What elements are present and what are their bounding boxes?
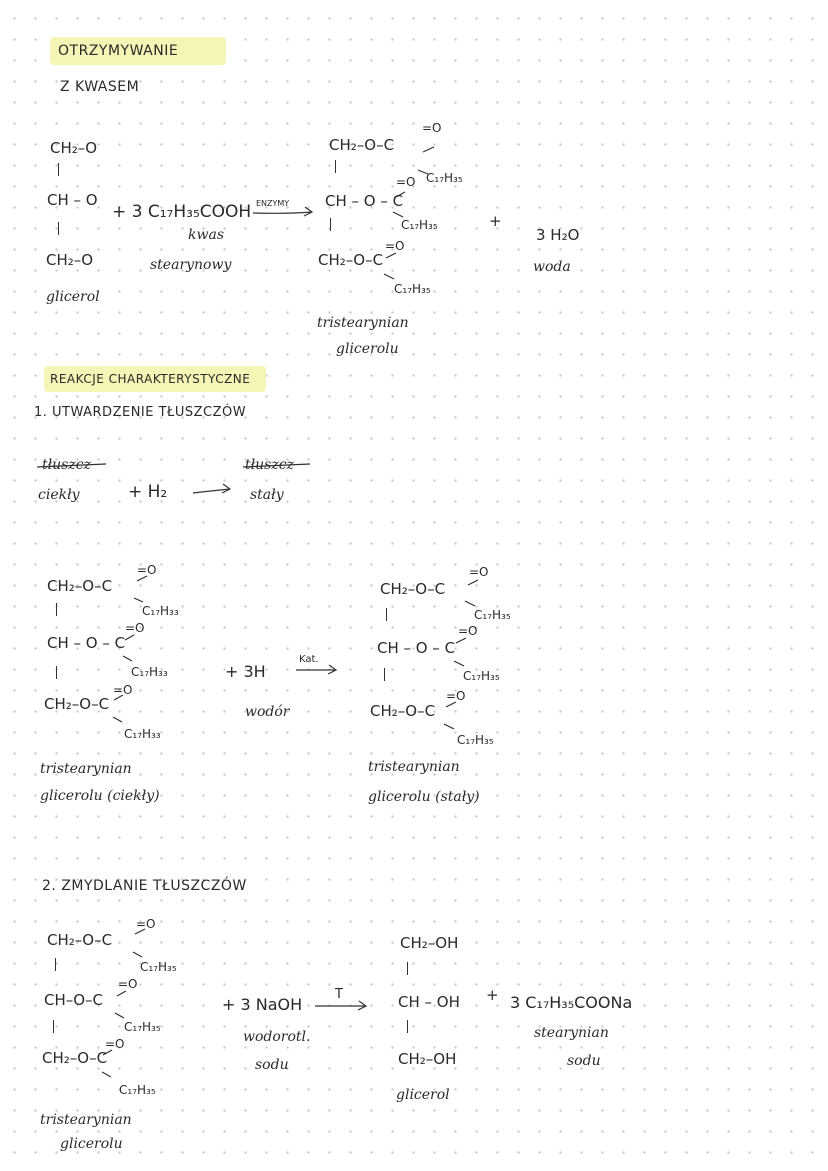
synthesis-catalyst: ENZYMY	[256, 199, 290, 208]
page-title: OTRZYMYWANIE	[58, 43, 179, 59]
bond-line	[330, 218, 331, 231]
solid-chain-3: C₁₇H₃₅	[457, 733, 494, 747]
sap-condition: T	[335, 987, 343, 1002]
glycerol-row-2: CH – O	[47, 191, 98, 209]
sap-fat-row-2: CH–O–C	[44, 991, 104, 1009]
liquid-chain-2: C₁₇H₃₃	[131, 665, 168, 679]
bond-line	[58, 222, 59, 235]
solid-fat-row-2: CH – O – C	[377, 639, 456, 657]
bond-line	[335, 160, 336, 173]
solid-fat-row-3: CH₂–O–C	[370, 702, 436, 720]
saponification-title: 2. ZMYDLANIE TŁUSZCZÓW	[42, 878, 247, 894]
sap-chain-2: C₁₇H₃₅	[124, 1020, 161, 1034]
product-row-3: CH₂–O–C	[318, 251, 384, 269]
carbonyl: =O	[136, 917, 156, 931]
product-row-2: CH – O – C	[325, 192, 404, 210]
bond-line	[386, 608, 387, 621]
carbonyl: =O	[137, 563, 157, 577]
product-chain-2: C₁₇H₃₅	[401, 218, 438, 232]
product-chain-1: C₁₇H₃₅	[426, 171, 463, 185]
sap-fat-row-3: CH₂–O–C	[42, 1049, 108, 1067]
solid-fat-1: tłuszcz	[245, 457, 294, 473]
glycerol-name: glicerol	[46, 289, 100, 305]
hardening-catalyst: Kat.	[299, 654, 319, 665]
carbonyl: =O	[105, 1037, 125, 1051]
reagent-name-2: stearynowy	[150, 257, 232, 273]
synthesis-reagent: + 3 C₁₇H₃₅COOH	[112, 202, 252, 222]
hardening-title: 1. UTWARDZENIE TŁUSZCZÓW	[34, 405, 247, 420]
naoh-name-2: sodu	[255, 1057, 289, 1073]
bond-line	[53, 1020, 54, 1033]
sap-chain-3: C₁₇H₃₅	[119, 1083, 156, 1097]
water-name: woda	[533, 259, 571, 275]
liquid-fat-name-2: glicerolu (ciekły)	[40, 788, 160, 804]
bond-line	[56, 666, 57, 679]
bond-line	[55, 958, 56, 971]
liquid-chain-3: C₁₇H₃₃	[124, 727, 161, 741]
soap-formula: 3 C₁₇H₃₅COONa	[510, 993, 633, 1012]
synthesis-arrow	[253, 207, 312, 216]
product-chain-3: C₁₇H₃₅	[394, 282, 431, 296]
bond-line	[407, 962, 408, 975]
sap-chain-1: C₁₇H₃₅	[140, 960, 177, 974]
synthesis-plus: +	[489, 212, 502, 230]
carbonyl: =O	[118, 977, 138, 991]
saponification-arrow	[315, 1001, 366, 1010]
soap-name-2: sodu	[567, 1053, 601, 1069]
sap-glycerol-row-3: CH₂–OH	[398, 1050, 457, 1068]
glycerol-row-1: CH₂–O	[50, 139, 98, 157]
sap-fat-name-1: tristearynian	[40, 1112, 132, 1128]
liquid-fat-row-2: CH – O – C	[47, 634, 126, 652]
liquid-fat-2: ciekły	[38, 487, 80, 503]
product-name-2: glicerolu	[336, 341, 399, 357]
water-formula: 3 H₂O	[536, 226, 580, 244]
sap-glycerol-row-1: CH₂–OH	[400, 934, 459, 952]
liquid-fat-row-3: CH₂–O–C	[44, 695, 110, 713]
carbonyl: =O	[446, 689, 466, 703]
hardening-arrow-1	[193, 484, 230, 493]
page-subtitle: Z KWASEM	[60, 79, 140, 95]
bond-line	[407, 1020, 408, 1033]
section-title: REAKCJE CHARAKTERYSTYCZNE	[50, 372, 251, 386]
carbonyl: =O	[458, 624, 478, 638]
hydrogen-name: wodór	[245, 704, 290, 720]
sap-glycerol-name: glicerol	[396, 1087, 450, 1103]
solid-fat-name-1: tristearynian	[368, 759, 460, 775]
reagent-name-1: kwas	[188, 227, 224, 243]
carbonyl: =O	[113, 683, 133, 697]
plus-h2: + H₂	[128, 482, 168, 502]
solid-chain-1: C₁₇H₃₅	[474, 608, 511, 622]
hardening-arrow-2	[296, 665, 336, 674]
hardening-reagent: + 3H	[225, 662, 266, 681]
solid-chain-2: C₁₇H₃₅	[463, 669, 500, 683]
carbonyl: =O	[125, 621, 145, 635]
sap-plus: +	[486, 986, 499, 1004]
carbonyl: =O	[396, 175, 416, 189]
product-name-1: tristearynian	[317, 315, 409, 331]
solid-fat-row-1: CH₂–O–C	[380, 580, 446, 598]
carbonyl: =O	[422, 121, 442, 135]
sap-fat-name-2: glicerolu	[60, 1136, 123, 1152]
solid-fat-name-2: glicerolu (stały)	[368, 789, 480, 805]
naoh-name-1: wodorotl.	[243, 1029, 311, 1045]
carbonyl: =O	[385, 239, 405, 253]
solid-fat-2: stały	[250, 487, 284, 503]
liquid-chain-1: C₁₇H₃₃	[142, 604, 179, 618]
liquid-fat-row-1: CH₂–O–C	[47, 577, 113, 595]
bond-line	[56, 603, 57, 616]
bond-line	[58, 163, 59, 176]
soap-name-1: stearynian	[534, 1025, 609, 1041]
bond-line	[384, 668, 385, 681]
liquid-fat-name-1: tristearynian	[40, 761, 132, 777]
sap-glycerol-row-2: CH – OH	[398, 993, 460, 1011]
liquid-fat-1: tłuszcz	[42, 457, 91, 473]
product-row-1: CH₂–O–C	[329, 136, 395, 154]
sap-fat-row-1: CH₂–O–C	[47, 931, 113, 949]
glycerol-row-3: CH₂–O	[46, 251, 94, 269]
carbonyl: =O	[469, 565, 489, 579]
sap-reagent: + 3 NaOH	[222, 995, 303, 1014]
